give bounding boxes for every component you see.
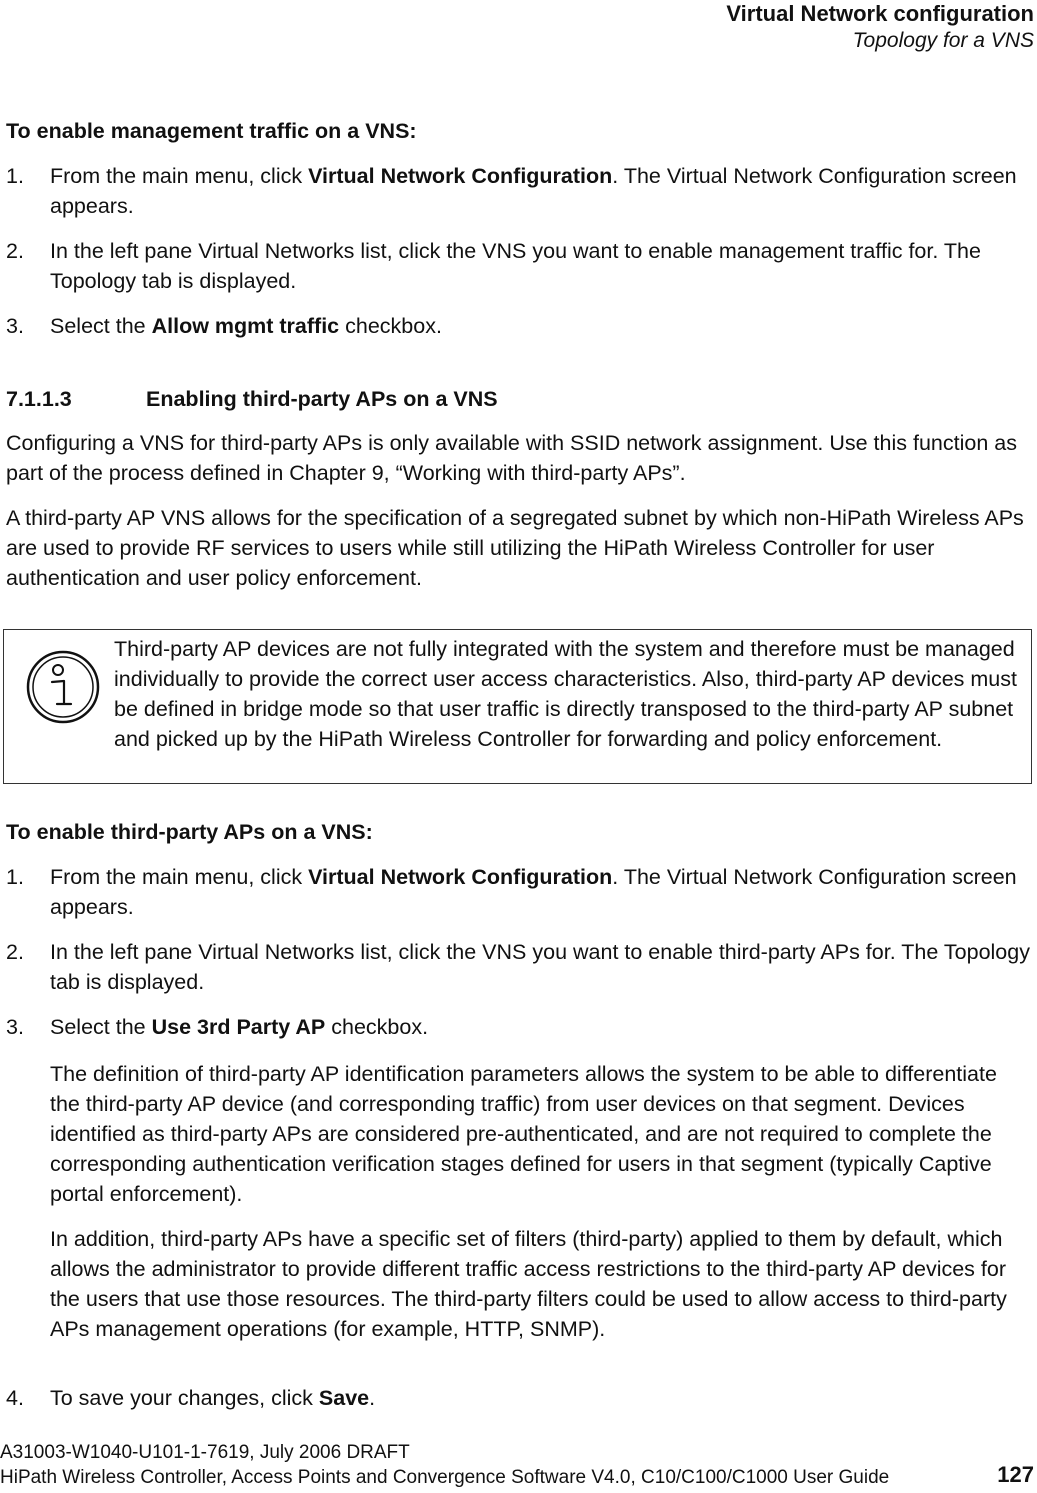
step-number: 1. (6, 865, 24, 889)
section-title: Enabling third-party APs on a VNS (146, 387, 498, 411)
info-icon (24, 648, 102, 726)
thirdparty-procedure-heading: To enable third-party APs on a VNS: (6, 820, 373, 844)
step-number: 2. (6, 940, 24, 964)
mgmt-procedure-heading: To enable management traffic on a VNS: (6, 119, 417, 143)
page-header (726, 0, 1034, 54)
step-text: Select the Use 3rd Party AP checkbox. (50, 1015, 429, 1039)
step-text: From the main menu, click Virtual Network Configuration. The Virtual Network Configuration screen appears. (50, 865, 1017, 919)
step-number: 2. (6, 239, 24, 263)
step-text: In the left pane Virtual Networks list, click the VNS you want to enable management traffic for. The Topology tab is displayed. (50, 239, 981, 293)
footer-doc-id: A31003-W1040-U101-1-7619, July 2006 DRAFT (0, 1442, 410, 1463)
step-number: 4. (6, 1386, 24, 1410)
page-footer (0, 1440, 1034, 1490)
section-number: 7.1.1.3 (6, 387, 72, 411)
section-paragraph-2: A third-party AP VNS allows for the specification of a segregated subnet by which non-HiPath Wireless APs are used to provide RF services to users while still utilizing the HiPath Wireless Controller for user authentication and user policy enforcement. (6, 506, 1024, 590)
note-text: Third-party AP devices are not fully integrated with the system and therefore must be managed individually to provide the correct user access characteristics. Also, third-party AP devices must be defined in bridge mode so that user traffic is directly transposed to the third-party AP subnet and picked up by the HiPath Wireless Controller for forwarding and policy enforcement. (114, 637, 1017, 751)
step-number: 1. (6, 164, 24, 188)
step-number: 3. (6, 1015, 24, 1039)
step-text: In the left pane Virtual Networks list, click the VNS you want to enable third-party APs for. The Topology tab is displayed. (50, 940, 1030, 994)
ui-reference: Allow mgmt traffic (151, 314, 340, 338)
note-box (3, 629, 1032, 784)
step-3-detail-paragraph-2: In addition, third-party APs have a specific set of filters (third-party) applied to them by default, which allows the administrator to provide different traffic access restrictions to the third-party AP devices for the users that use those resources. The third-party filters could be used to allow access to third-party APs management operations (for example, HTTP, SNMP). (50, 1227, 1007, 1341)
page-number: 127 (997, 1462, 1034, 1487)
ui-reference: Virtual Network Configuration (308, 865, 613, 889)
ui-reference: Virtual Network Configuration (308, 164, 613, 188)
step-number: 3. (6, 314, 24, 338)
step-text: From the main menu, click Virtual Network Configuration. The Virtual Network Configuration screen appears. (50, 164, 1017, 218)
ui-reference: Use 3rd Party AP (151, 1015, 326, 1039)
header-title: Virtual Network configuration (726, 1, 1034, 26)
header-subtitle: Topology for a VNS (852, 29, 1034, 52)
ui-reference: Save (318, 1386, 370, 1410)
section-paragraph-1: Configuring a VNS for third-party APs is only available with SSID network assignment. Use this function as part of the process defined in Chapter 9, “Working with third-party APs”. (6, 431, 1017, 485)
step-text: Select the Allow mgmt traffic checkbox. (50, 314, 442, 338)
step-text: To save your changes, click Save. (50, 1386, 376, 1410)
footer-guide-title: HiPath Wireless Controller, Access Points and Convergence Software V4.0, C10/C100/C1000 User Guide (0, 1467, 890, 1488)
step-3-detail-paragraph-1: The definition of third-party AP identification parameters allows the system to be able to differentiate the third-party AP device (and corresponding traffic) from user devices on that segment. Devices identified as third-party APs are considered pre-authenticated, and are not required to complete the corresponding authentication verification stages defined for users in that segment (typically Captive portal enforcement). (50, 1062, 997, 1206)
